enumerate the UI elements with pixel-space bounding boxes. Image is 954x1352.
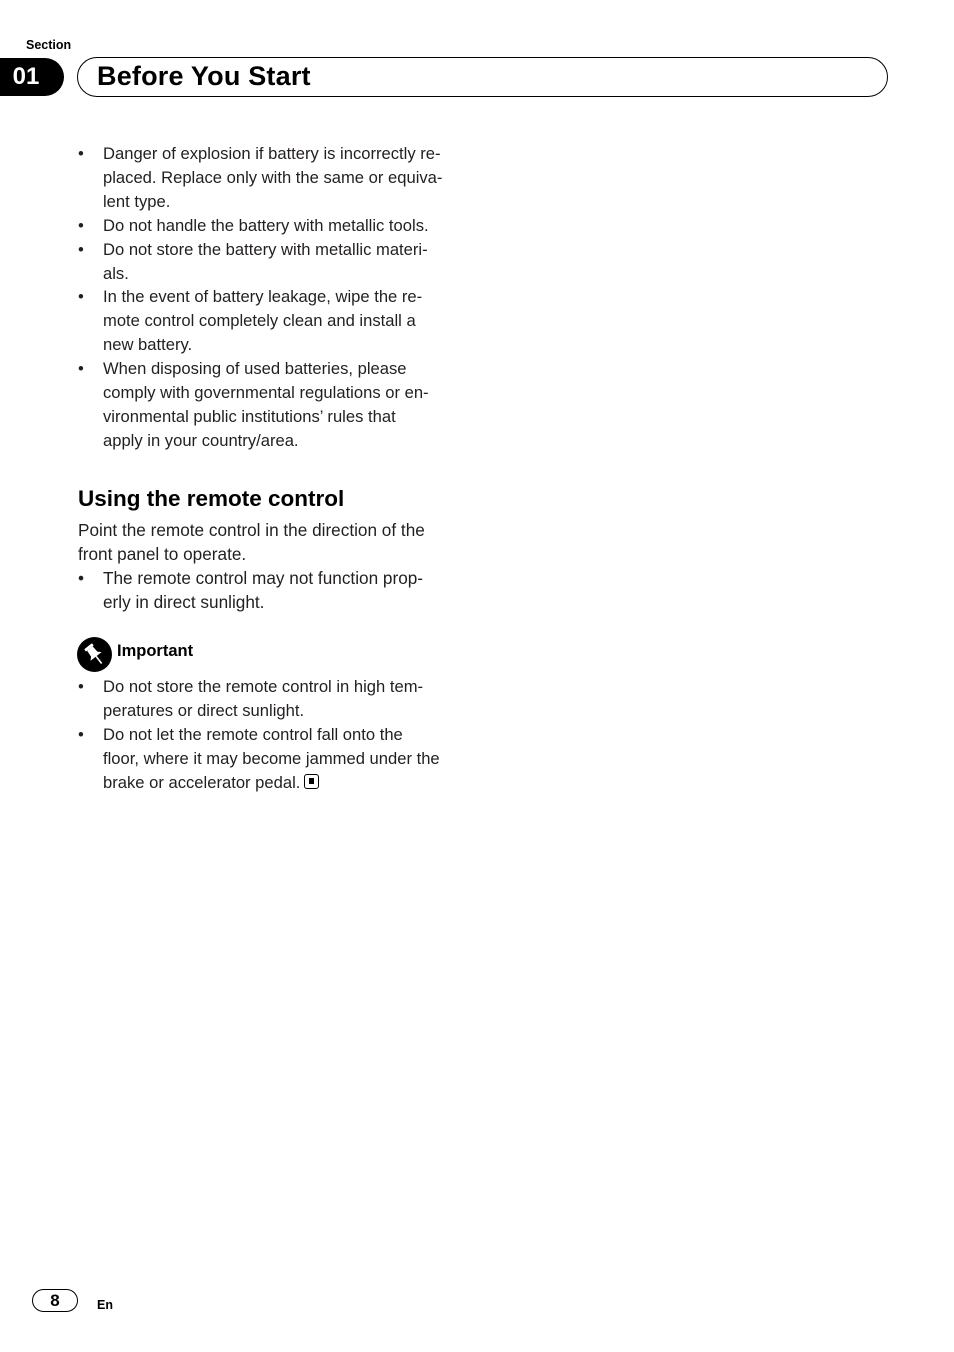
title-box xyxy=(77,57,888,97)
list-line: When disposing of used batteries, please xyxy=(103,359,407,379)
list-line: In the event of battery leakage, wipe the re- xyxy=(103,287,423,307)
list-item xyxy=(78,238,470,286)
remote-intro xyxy=(78,519,470,615)
list-line: Do not store the remote control in high tem- xyxy=(103,677,424,696)
list-item xyxy=(78,285,470,357)
bullet-icon: • xyxy=(78,287,84,307)
end-of-section-icon xyxy=(304,774,319,789)
bullet-icon: • xyxy=(78,239,84,259)
list-item xyxy=(78,567,470,615)
list-line: lent type. xyxy=(103,191,171,211)
bullet-icon: • xyxy=(78,359,84,379)
bullet-icon: • xyxy=(78,677,84,696)
list-item xyxy=(78,723,470,795)
important-header xyxy=(77,637,377,672)
list-line: floor, where it may become jammed under the xyxy=(103,748,440,768)
list-line: als. xyxy=(103,263,129,283)
section-heading: Using the remote control xyxy=(78,486,345,511)
list-line: Do not store the battery with metallic materi- xyxy=(103,239,428,259)
page-title: Before You Start xyxy=(97,61,311,91)
bullet-icon: • xyxy=(78,144,84,163)
important-list xyxy=(78,675,470,795)
bullet-icon: • xyxy=(78,215,84,235)
bullet-icon: • xyxy=(78,724,84,744)
important-pin-icon xyxy=(77,637,112,672)
intro-line: Point the remote control in the direction of the xyxy=(78,520,425,540)
bullet-icon: • xyxy=(78,567,85,588)
battery-warning-list xyxy=(78,142,470,453)
list-item xyxy=(78,357,470,453)
list-line: apply in your country/area. xyxy=(103,430,299,450)
list-line: vironmental public institutions’ rules that xyxy=(103,406,396,426)
list-line: Danger of explosion if battery is incorrectly re- xyxy=(103,144,441,163)
list-line: brake or accelerator pedal. xyxy=(103,772,301,792)
section-number-tab: 01 xyxy=(0,58,64,96)
list-item xyxy=(78,214,470,238)
list-line: peratures or direct sunlight. xyxy=(103,700,305,720)
important-label: Important xyxy=(117,642,194,660)
list-line: placed. Replace only with the same or equiva- xyxy=(103,167,443,187)
language-code: En xyxy=(97,1298,113,1312)
list-line: new battery. xyxy=(103,335,193,355)
section-label: Section xyxy=(26,38,72,52)
page-number: 8 xyxy=(32,1289,78,1312)
intro-line: front panel to operate. xyxy=(78,543,247,564)
list-item xyxy=(78,142,470,214)
list-line: Do not handle the battery with metallic tools. xyxy=(103,215,429,235)
list-line: erly in direct sunlight. xyxy=(103,591,265,612)
list-line: mote control completely clean and install a xyxy=(103,311,416,331)
list-line: comply with governmental regulations or en- xyxy=(103,383,429,403)
list-line: The remote control may not function prop- xyxy=(103,567,424,588)
list-item xyxy=(78,675,470,723)
list-line: Do not let the remote control fall onto the xyxy=(103,724,403,744)
